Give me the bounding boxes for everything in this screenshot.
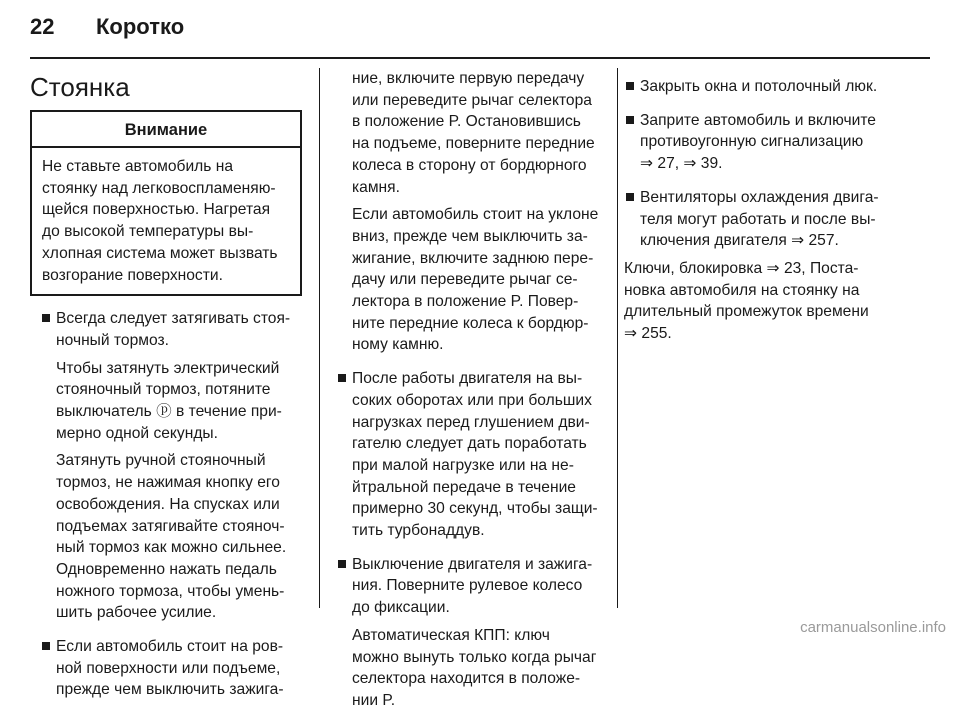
text-line: прежде чем выключить зажига- xyxy=(56,681,284,699)
text-line: стоянку над легковоспламеняю- xyxy=(42,179,276,197)
text-line: до фиксации. xyxy=(352,599,450,617)
bullet-ignition-off xyxy=(336,554,608,619)
text-line: возгорание поверхности. xyxy=(42,266,223,284)
text-line: подъемах затягивайте стояноч- xyxy=(56,517,285,535)
text-line: ните передние колеса к бордюр- xyxy=(352,314,589,332)
text-line: ⇒ 255. xyxy=(624,325,672,343)
text-line: можно вынуть только когда рычаг xyxy=(352,648,597,666)
text-line: ному камню. xyxy=(352,336,444,354)
page-header xyxy=(30,14,184,54)
text-line: Закрыть окна и потолочный люк. xyxy=(640,78,878,95)
bullet-turbo-cooldown xyxy=(336,368,608,542)
text-line: камня. xyxy=(352,178,400,196)
header-rule xyxy=(30,57,930,59)
text-line: нагрузках перед глушением дви- xyxy=(352,413,590,431)
warning-box xyxy=(30,110,302,296)
parking-heading: Стоянка xyxy=(30,72,130,102)
text-line: ние, включите первую передачу xyxy=(352,70,585,87)
text-line: соких оборотах или при больших xyxy=(352,391,592,409)
page-number: 22 xyxy=(30,14,55,39)
text-line: лектора в положение P. Повер- xyxy=(352,293,579,311)
warning-text xyxy=(32,148,300,294)
text-line: ⇒ 27, ⇒ 39. xyxy=(640,155,723,173)
bullet-lock-vehicle xyxy=(624,110,906,175)
watermark: carmanualsonline.info xyxy=(800,619,946,636)
text-line: Если автомобиль стоит на уклоне xyxy=(352,206,599,224)
text-line: на подъеме, поверните передние xyxy=(352,135,595,153)
text-line: После работы двигателя на вы- xyxy=(352,370,583,388)
text-line: щейся поверхностью. Нагретая xyxy=(42,201,271,219)
text-line: йтральной передаче в течение xyxy=(352,478,576,496)
automatic-transmission-paragraph xyxy=(336,625,608,712)
text-line: примерно 30 секунд, чтобы защи- xyxy=(352,500,598,518)
text-line: ключения двигателя ⇒ 257. xyxy=(640,232,839,250)
column-divider-1 xyxy=(319,68,320,608)
text-line: дачу или переведите рычаг се- xyxy=(352,271,578,289)
text-line: освобождения. На спусках или xyxy=(56,495,280,513)
text-line: Автоматическая КПП: ключ xyxy=(352,626,550,644)
text-line: стояночный тормоз, потяните xyxy=(56,381,271,399)
text-line: жигание, включите заднюю пере- xyxy=(352,249,594,267)
text-line: колеса в сторону от бордюрного xyxy=(352,156,587,174)
section-title: Коротко xyxy=(96,14,185,39)
text-line: нии P. xyxy=(352,691,396,709)
bullet-close-windows xyxy=(624,76,906,98)
text-line: тормоз, не нажимая кнопку его xyxy=(56,474,280,492)
text-line: противоугонную сигнализацию xyxy=(640,133,864,151)
column-divider-2 xyxy=(617,68,618,608)
text-line: ный тормоз как можно сильнее. xyxy=(56,539,287,557)
bullet-level-surface xyxy=(40,636,302,701)
bullet-parking-brake xyxy=(40,308,302,351)
text-line: шить рабочее усилие. xyxy=(56,604,217,622)
text-line: новка автомобиля на стоянку на xyxy=(624,281,860,299)
column-2 xyxy=(336,68,608,712)
text-line: ния. Поверните рулевое колесо xyxy=(352,577,583,595)
text-line: Одновременно нажать педаль xyxy=(56,560,277,578)
text-line: теля могут работать и после вы- xyxy=(640,210,876,228)
text-line: Ключи, блокировка ⇒ 23, Поста- xyxy=(624,259,859,277)
text-line: ной поверхности или подъеме, xyxy=(56,659,281,677)
text-line: Если автомобиль стоит на ров- xyxy=(56,638,284,656)
level-surface-continued xyxy=(336,68,608,198)
electric-brake-paragraph xyxy=(40,358,302,445)
text-line: до высокой температуры вы- xyxy=(42,223,254,241)
column-1 xyxy=(30,68,302,701)
downhill-paragraph xyxy=(336,204,608,356)
text-line: Затянуть ручной стояночный xyxy=(56,452,266,470)
text-line: Заприте автомобиль и включите xyxy=(640,111,876,129)
text-line: ножного тормоза, чтобы умень- xyxy=(56,582,285,600)
text-line: ночный тормоз. xyxy=(56,331,169,349)
text-line: при малой нагрузке или на не- xyxy=(352,456,574,474)
text-line: вниз, прежде чем выключить за- xyxy=(352,227,588,245)
text-line: Не ставьте автомобиль на xyxy=(42,158,233,175)
text-line: Всегда следует затягивать стоя- xyxy=(56,310,291,328)
text-line: Выключение двигателя и зажига- xyxy=(352,555,593,573)
cross-reference-paragraph xyxy=(624,258,906,345)
text-line: гателю следует дать поработать xyxy=(352,435,587,453)
text-line: длительный промежуток времени xyxy=(624,303,869,321)
column-3 xyxy=(624,68,906,345)
text-line: Чтобы затянуть электрический xyxy=(56,359,280,377)
text-line: или переведите рычаг селектора xyxy=(352,91,592,109)
warning-title: Внимание xyxy=(32,112,300,148)
text-line: в положение P. Остановившись xyxy=(352,113,581,131)
text-line: селектора находится в положе- xyxy=(352,670,581,688)
text-line: хлопная система может вызвать xyxy=(42,244,278,262)
text-line: мерно одной секунды. xyxy=(56,424,218,442)
text-line: выключатель ⓟ в течение при- xyxy=(56,403,282,421)
bullet-cooling-fans xyxy=(624,187,906,252)
manual-brake-paragraph xyxy=(40,450,302,624)
text-line: тить турбонаддув. xyxy=(352,522,485,540)
text-line: Вентиляторы охлаждения двига- xyxy=(640,188,879,206)
